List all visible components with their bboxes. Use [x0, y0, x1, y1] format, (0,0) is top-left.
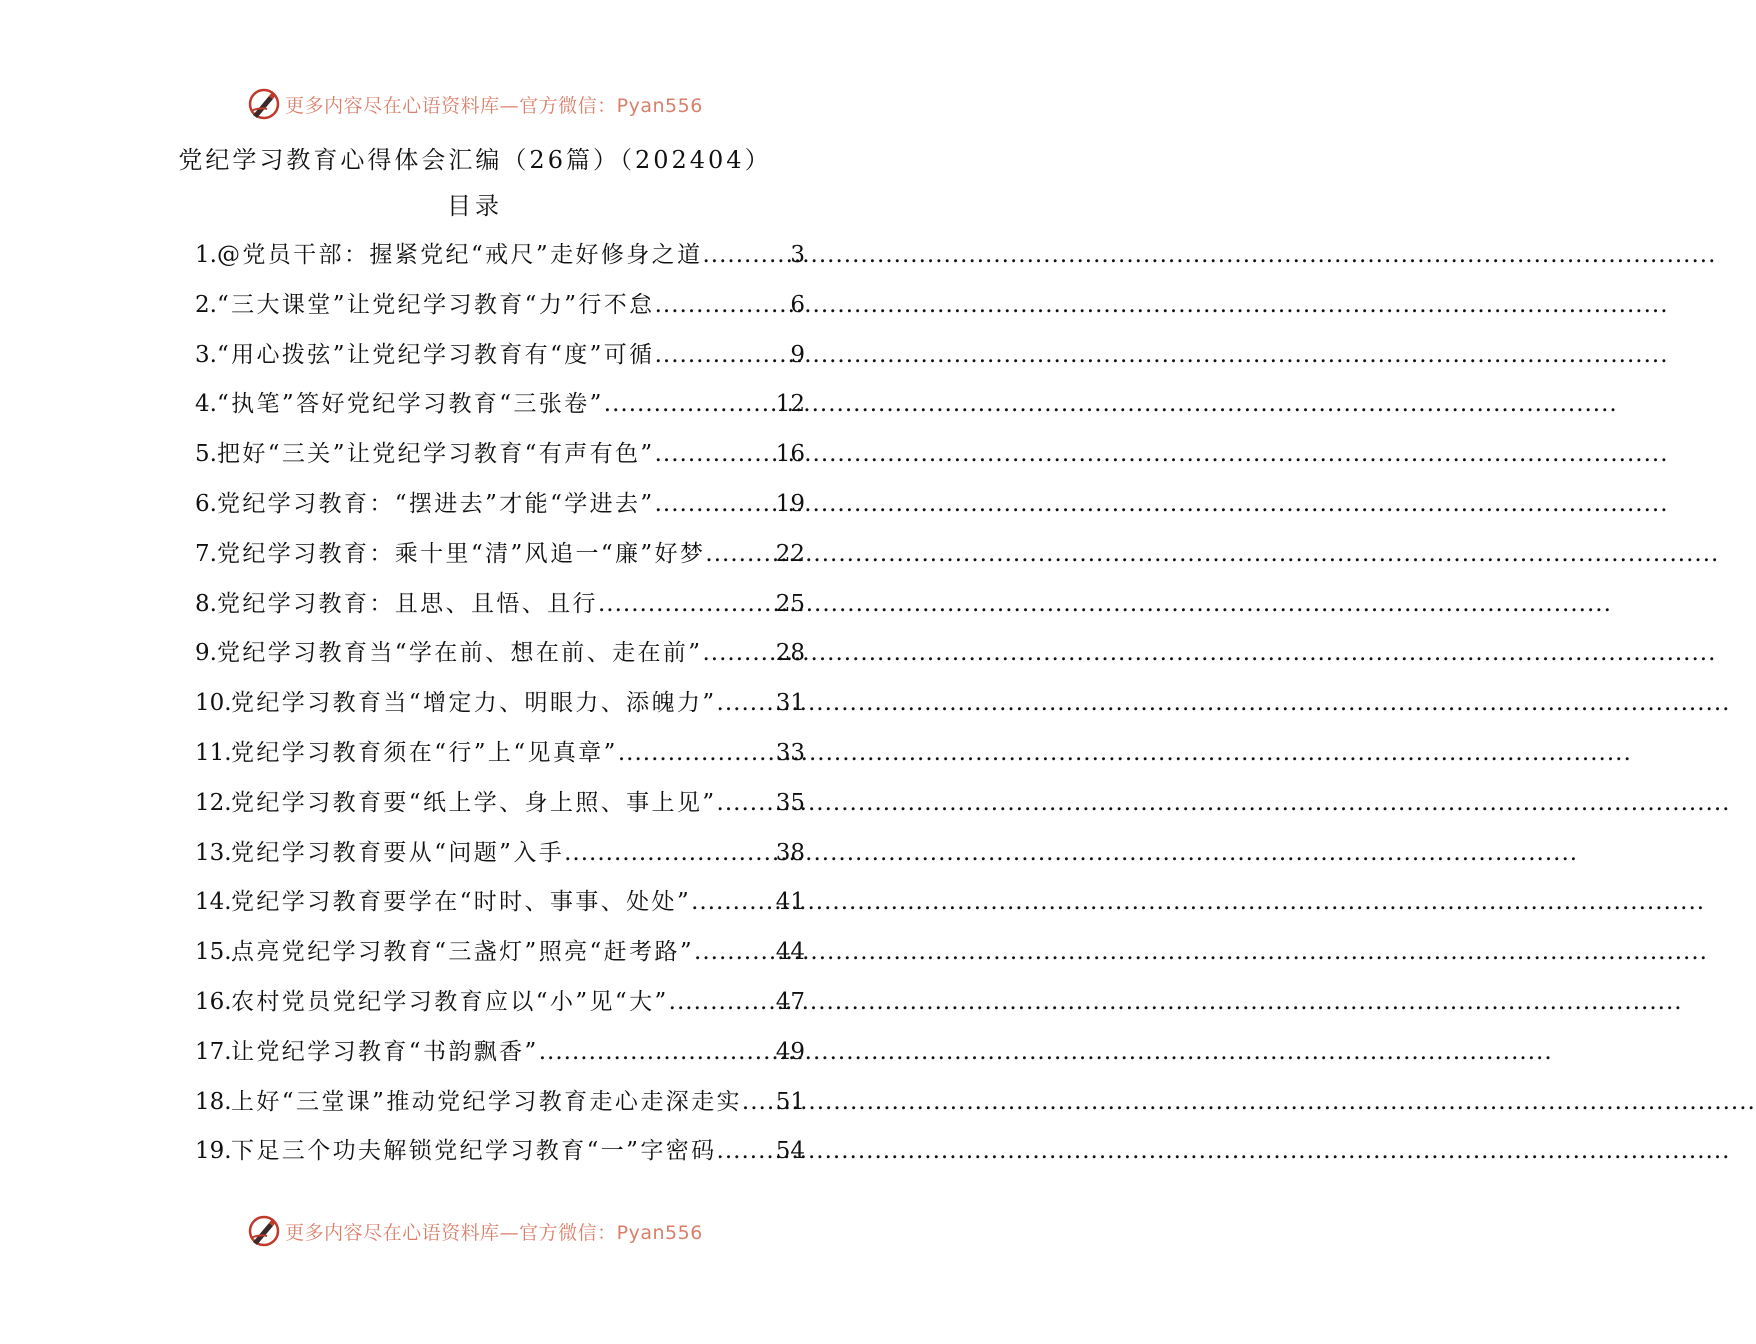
toc-leader-dots [598, 591, 776, 617]
toc-item-title: 下足三个功夫解锁党纪学习教育“一”字密码 [231, 1138, 717, 1165]
toc-item-page: 16 [775, 441, 805, 468]
toc-leader-dots [564, 840, 776, 866]
toc-item[interactable] [195, 834, 805, 884]
toc-leader-dots [717, 690, 776, 716]
toc-item-page: 12 [775, 391, 805, 418]
toc-item-title: 党纪学习教育：“摆进去”才能“学进去” [216, 490, 655, 517]
toc-item[interactable] [195, 485, 805, 535]
toc-item-title: 党纪学习教育要“纸上学、身上照、事上见” [231, 789, 717, 816]
toc-item[interactable] [195, 336, 805, 386]
toc-item-number: 6. [195, 490, 217, 517]
toc-leader-dots [655, 491, 776, 517]
toc-item-number: 14. [195, 889, 232, 916]
document-title: 党纪学习教育心得体会汇编（26篇）（202404） [178, 146, 772, 174]
toc-leader-dots [539, 1039, 776, 1065]
toc-item[interactable] [195, 585, 805, 635]
toc-item-page: 47 [775, 988, 805, 1015]
toc-item[interactable] [195, 734, 805, 784]
toc-item[interactable] [195, 933, 805, 983]
toc-item-number: 9. [195, 640, 217, 667]
toc-item-page: 3 [790, 242, 805, 268]
toc-item-title: 党纪学习教育要从“问题”入手 [231, 839, 565, 866]
toc-item[interactable] [195, 385, 805, 435]
toc-item-number: 11. [195, 739, 232, 766]
toc-leader-dots [604, 391, 776, 417]
table-of-contents [195, 236, 805, 1182]
toc-leader-dots [717, 790, 776, 816]
toc-item-page: 44 [775, 939, 805, 966]
banner-text [285, 1218, 703, 1245]
toc-item[interactable] [195, 684, 805, 734]
toc-item-title: 党纪学习教育须在“行”上“见真章” [231, 739, 618, 766]
toc-item-page: 51 [775, 1088, 805, 1115]
toc-item-title: @党员干部：握紧党纪“戒尺”走好修身之道 [216, 242, 703, 268]
toc-leader-dots [669, 989, 776, 1015]
toc-item[interactable] [195, 1033, 805, 1083]
toc-item-page: 54 [775, 1138, 805, 1165]
toc-item-number: 2. [195, 291, 217, 318]
pen-logo-icon [247, 87, 281, 121]
header-banner [0, 84, 950, 124]
toc-item-page: 49 [775, 1038, 805, 1065]
toc-item-title: “三大课堂”让党纪学习教育“力”行不怠 [216, 291, 655, 318]
toc-item-number: 10. [195, 690, 232, 717]
toc-item-page: 28 [775, 640, 805, 667]
toc-leader-dots [655, 292, 791, 318]
toc-item-page: 22 [775, 540, 805, 567]
toc-item-title: 党纪学习教育要学在“时时、事事、处处” [231, 889, 692, 916]
toc-item-title: 上好“三堂课”推动党纪学习教育走心走深走实 [231, 1088, 742, 1115]
toc-item-number: 16. [195, 988, 232, 1015]
banner-wechat-id: Pyan556 [616, 94, 703, 117]
toc-item[interactable] [195, 983, 805, 1033]
toc-leader-dots [742, 1089, 776, 1115]
toc-item-number: 19. [195, 1138, 232, 1165]
toc-item-title: 党纪学习教育：乘十里“清”风追一“廉”好梦 [216, 540, 706, 567]
toc-item-number: 8. [195, 590, 217, 617]
toc-heading: 目录 [447, 192, 503, 220]
toc-leader-dots [702, 242, 790, 268]
toc-item[interactable] [195, 236, 805, 286]
toc-item-title: 农村党员党纪学习教育应以“小”见“大” [231, 988, 669, 1015]
toc-leader-dots [655, 441, 776, 467]
toc-item-page: 38 [775, 839, 805, 866]
toc-item-title: “用心拨弦”让党纪学习教育有“度”可循 [216, 341, 655, 368]
toc-item-page: 25 [775, 590, 805, 617]
toc-item-page: 35 [775, 789, 805, 816]
toc-item-page: 9 [790, 341, 805, 368]
toc-leader-dots [717, 1138, 776, 1164]
toc-item-number: 15. [195, 939, 232, 966]
toc-item-page: 6 [790, 291, 805, 318]
toc-item-number: 18. [195, 1088, 232, 1115]
toc-leader-dots [705, 541, 775, 567]
toc-item-number: 7. [195, 540, 217, 567]
toc-item[interactable] [195, 784, 805, 834]
toc-item[interactable] [195, 1132, 805, 1182]
toc-leader-dots [691, 889, 776, 915]
toc-item-title: “执笔”答好党纪学习教育“三张卷” [216, 391, 604, 418]
toc-item-number: 3. [195, 341, 217, 368]
toc-item-title: 党纪学习教育当“增定力、明眼力、添魄力” [231, 690, 717, 717]
toc-item-number: 17. [195, 1038, 232, 1065]
toc-item-title: 把好“三关”让党纪学习教育“有声有色” [216, 441, 655, 468]
toc-item-page: 19 [775, 490, 805, 517]
toc-leader-dots [618, 740, 776, 766]
toc-item-number: 4. [195, 391, 217, 418]
footer-banner [0, 1211, 950, 1251]
toc-item[interactable] [195, 286, 805, 336]
toc-item-title: 党纪学习教育：且思、且悟、且行 [216, 590, 598, 617]
toc-item[interactable] [195, 634, 805, 684]
toc-item-number: 1. [195, 242, 217, 268]
banner-text-cn: 更多内容尽在心语资料库—官方微信： [285, 1221, 617, 1244]
toc-leader-dots [702, 640, 775, 666]
toc-item-title: 党纪学习教育当“学在前、想在前、走在前” [216, 640, 703, 667]
toc-item-number: 5. [195, 441, 217, 468]
toc-item-number: 13. [195, 839, 232, 866]
banner-text [285, 91, 703, 118]
toc-item-page: 33 [775, 739, 805, 766]
toc-item[interactable] [195, 435, 805, 485]
banner-wechat-id: Pyan556 [616, 1221, 703, 1244]
toc-item[interactable] [195, 535, 805, 585]
toc-item[interactable] [195, 1083, 805, 1133]
toc-item-title: 让党纪学习教育“书韵飘香” [231, 1038, 539, 1065]
toc-item-number: 12. [195, 789, 232, 816]
toc-item-title: 点亮党纪学习教育“三盏灯”照亮“赶考路” [231, 939, 695, 966]
pen-logo-icon [247, 1214, 281, 1248]
toc-leader-dots [655, 342, 791, 368]
toc-item-page: 41 [775, 889, 805, 916]
toc-item-page: 31 [775, 690, 805, 717]
banner-text-cn: 更多内容尽在心语资料库—官方微信： [285, 94, 617, 117]
toc-item[interactable] [195, 883, 805, 933]
toc-leader-dots [694, 939, 776, 965]
